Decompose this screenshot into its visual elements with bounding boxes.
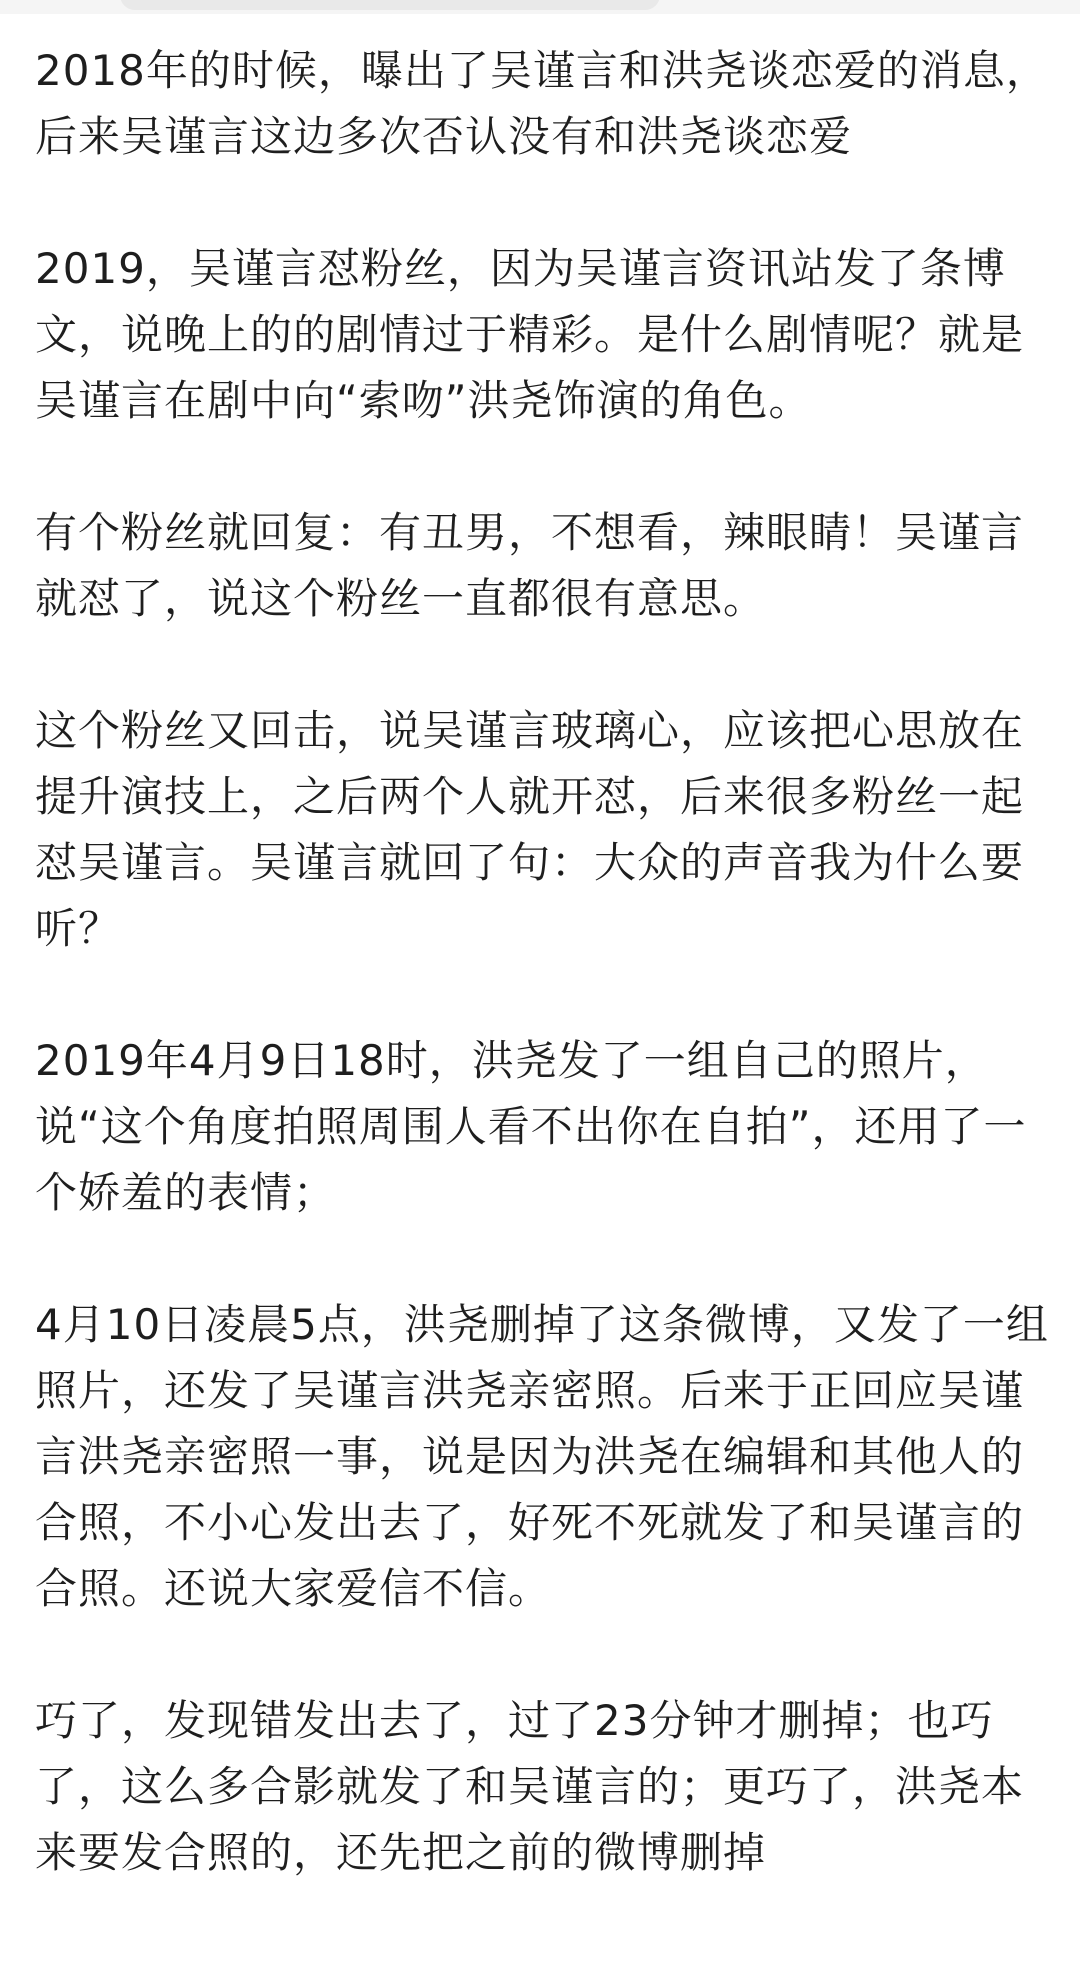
paragraph-7: 巧了，发现错发出去了，过了23分钟才删掉；也巧了，这么多合影就发了和吴谨言的；更巧了，洪尧本来要发合照的，还先把之前的微博删掉 bbox=[35, 1696, 1025, 1877]
article-body bbox=[35, 38, 1050, 1952]
paragraph-5: 2019年4月9日18时，洪尧发了一组自己的照片，说“这个角度拍照周围人看不出你在自拍”，还用了一个娇羞的表情； bbox=[35, 1036, 1027, 1217]
scroll-fade bbox=[0, 1957, 1080, 1987]
top-bar-remnant bbox=[0, 0, 1080, 14]
paragraph-4: 这个粉丝又回击，说吴谨言玻璃心，应该把心思放在提升演技上，之后两个人就开怼，后来很多粉丝一起怼吴谨言。吴谨言就回了句：大众的声音我为什么要听？ bbox=[35, 706, 1025, 953]
paragraph-3: 有个粉丝就回复：有丑男，不想看，辣眼睛！吴谨言就怼了，说这个粉丝一直都很有意思。 bbox=[35, 508, 1025, 623]
paragraph-6: 4月10日凌晨5点，洪尧删掉了这条微博，又发了一组照片，还发了吴谨言洪尧亲密照。后来于正回应吴谨言洪尧亲密照一事，说是因为洪尧在编辑和其他人的合照，不小心发出去了，好死不死就发了和吴谨言的合照。还说大家爱信不信。 bbox=[35, 1300, 1049, 1613]
search-bar-remnant bbox=[120, 0, 660, 10]
paragraph-2: 2019，吴谨言怼粉丝，因为吴谨言资讯站发了条博文，说晚上的的剧情过于精彩。是什么剧情呢？就是吴谨言在剧中向“索吻”洪尧饰演的角色。 bbox=[35, 244, 1025, 425]
paragraph-1: 2018年的时候，曝出了吴谨言和洪尧谈恋爱的消息，后来吴谨言这边多次否认没有和洪尧谈恋爱 bbox=[35, 46, 1049, 161]
